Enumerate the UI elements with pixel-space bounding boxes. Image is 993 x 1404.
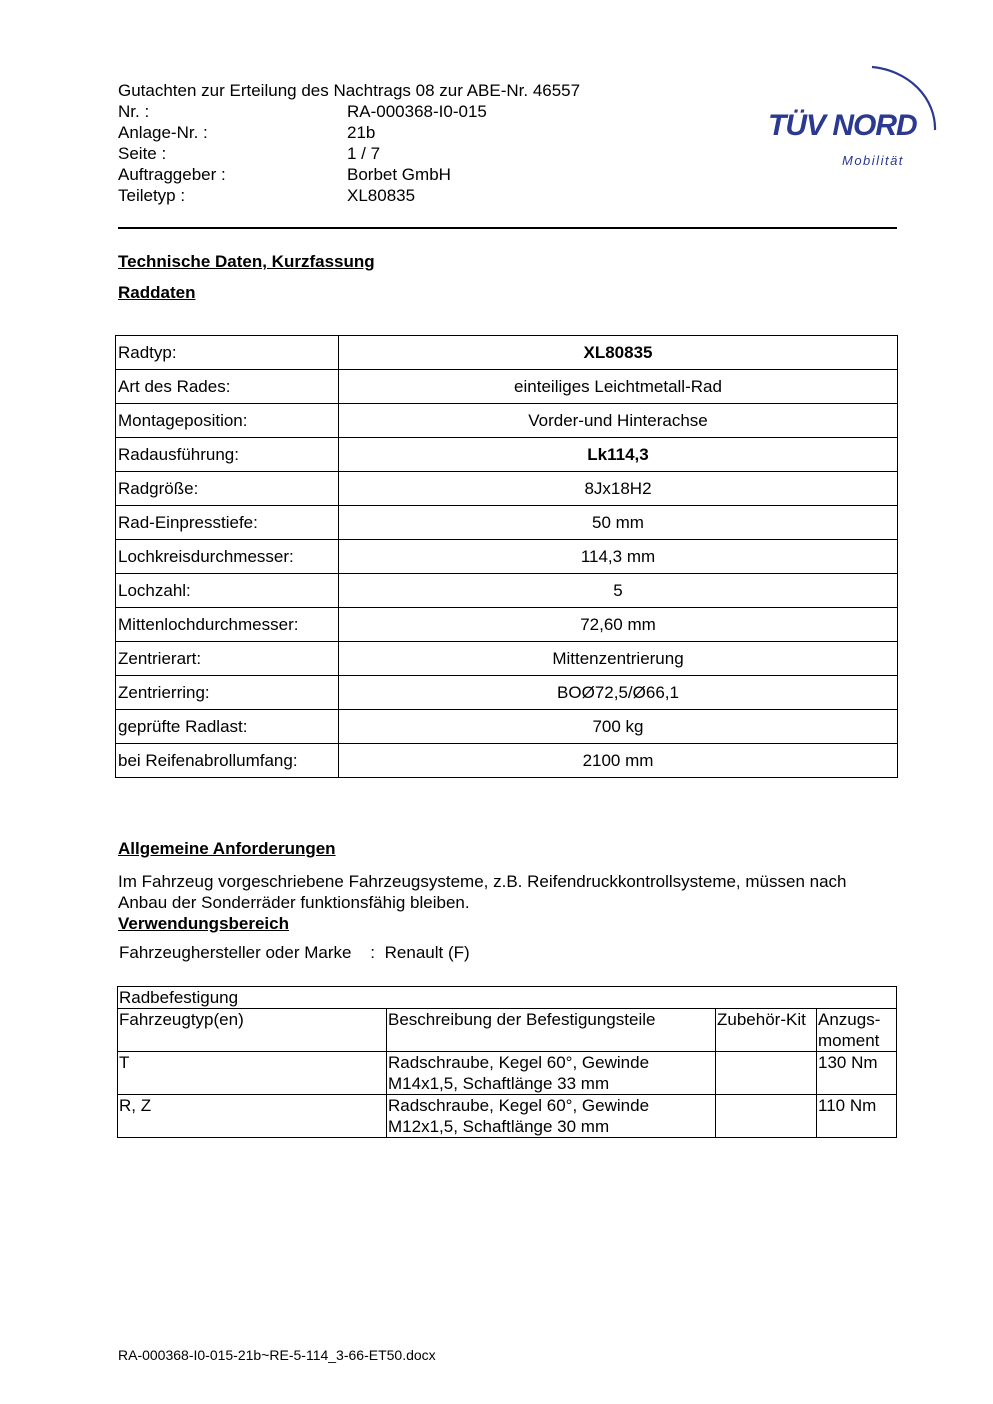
header-divider (118, 227, 897, 229)
table-row (116, 574, 898, 608)
column-header-torque (817, 1009, 897, 1052)
header-value: 21b (347, 123, 376, 142)
vehicle-type-cell: T (118, 1052, 387, 1095)
logo-brand: TÜV NORD (768, 109, 917, 142)
footer-filename: RA-000368-I0-015-21b~RE-5-114_3-66-ET50.docx (118, 1347, 436, 1363)
table-row (116, 336, 898, 370)
torque-header-line1: Anzugs- (818, 1010, 881, 1029)
wheel-value: 5 (339, 574, 898, 608)
table-row (116, 744, 898, 778)
description-cell (387, 1052, 716, 1095)
wheel-value: Lk114,3 (339, 438, 898, 472)
document-title: Gutachten zur Erteilung des Nachtrags 08 zur ABE-Nr. 46557 (118, 81, 581, 100)
header-label: Teiletyp : (118, 186, 186, 205)
wheel-label: Lochkreisdurchmesser: (116, 540, 339, 574)
section-heading-tech: Technische Daten, Kurzfassung (118, 252, 375, 271)
wheel-value: XL80835 (339, 336, 898, 370)
table-row (116, 438, 898, 472)
section-heading-raddaten: Raddaten (118, 283, 196, 302)
wheel-label: geprüfte Radlast: (116, 710, 339, 744)
torque-header-line2: moment (818, 1031, 880, 1050)
fastening-title: Radbefestigung (118, 987, 897, 1009)
wheel-label: Art des Rades: (116, 370, 339, 404)
header-value: Borbet GmbH (347, 165, 451, 184)
maker-label: Fahrzeughersteller oder Marke (119, 943, 352, 962)
tuv-nord-logo (760, 55, 945, 175)
table-row (116, 676, 898, 710)
wheel-label: Lochzahl: (116, 574, 339, 608)
description-line: M12x1,5, Schaftlänge 30 mm (388, 1117, 610, 1136)
kit-cell (716, 1052, 817, 1095)
table-row (116, 506, 898, 540)
table-row (118, 1095, 897, 1138)
header-value: XL80835 (347, 186, 416, 205)
wheel-data-table (115, 335, 898, 778)
table-row (116, 608, 898, 642)
wheel-label: Montageposition: (116, 404, 339, 438)
table-row (116, 404, 898, 438)
wheel-label: Zentrierring: (116, 676, 339, 710)
table-header-row (118, 1009, 897, 1052)
maker-separator: : (370, 943, 375, 962)
table-row (116, 710, 898, 744)
description-cell (387, 1095, 716, 1138)
requirements-paragraph (118, 871, 898, 934)
wheel-value: 2100 mm (339, 744, 898, 778)
description-line: M14x1,5, Schaftlänge 33 mm (388, 1074, 610, 1093)
header-label: Auftraggeber : (118, 165, 226, 184)
header-value: 1 / 7 (347, 144, 381, 163)
wheel-label: Rad-Einpresstiefe: (116, 506, 339, 540)
column-header-type: Fahrzeugtyp(en) (118, 1009, 387, 1052)
logo-subtitle: Mobilität (842, 153, 904, 168)
header-label: Nr. : (118, 102, 150, 121)
column-header-kit: Zubehör-Kit (716, 1009, 817, 1052)
table-row (118, 987, 897, 1009)
wheel-value: 8Jx18H2 (339, 472, 898, 506)
description-line: Radschraube, Kegel 60°, Gewinde (388, 1096, 650, 1115)
vehicle-type-cell: R, Z (118, 1095, 387, 1138)
header-row-teiletyp (118, 185, 416, 206)
table-row (116, 370, 898, 404)
header-label: Anlage-Nr. : (118, 123, 208, 142)
table-row (118, 1052, 897, 1095)
header-row-seite (118, 143, 381, 164)
wheel-label: bei Reifenabrollumfang: (116, 744, 339, 778)
wheel-label: Radtyp: (116, 336, 339, 370)
header-label: Seite : (118, 144, 167, 163)
header-value: RA-000368-I0-015 (347, 102, 487, 121)
wheel-value: 72,60 mm (339, 608, 898, 642)
torque-cell: 130 Nm (817, 1052, 897, 1095)
kit-cell (716, 1095, 817, 1138)
maker-value: Renault (F) (384, 943, 470, 962)
description-line: Radschraube, Kegel 60°, Gewinde (388, 1053, 650, 1072)
wheel-value: 50 mm (339, 506, 898, 540)
torque-cell: 110 Nm (817, 1095, 897, 1138)
fastening-table (117, 986, 897, 1138)
wheel-label: Radausführung: (116, 438, 339, 472)
header-row-anlage (118, 122, 376, 143)
table-row (116, 642, 898, 676)
section-heading-allgemein: Allgemeine Anforderungen (118, 839, 336, 858)
header-row-nr (118, 101, 487, 122)
wheel-label: Zentrierart: (116, 642, 339, 676)
wheel-value: 700 kg (339, 710, 898, 744)
wheel-value: einteiliges Leichtmetall-Rad (339, 370, 898, 404)
column-header-description: Beschreibung der Befestigungsteile (387, 1009, 716, 1052)
section-heading-verwendung: Verwendungsbereich (118, 914, 289, 933)
requirements-text: Im Fahrzeug vorgeschriebene Fahrzeugsysteme, z.B. Reifendruckkontrollsysteme, müssen nach Anbau der Sonderräder funktionsfähig bleiben. (118, 872, 847, 912)
table-row (116, 472, 898, 506)
vehicle-maker-line (119, 943, 470, 963)
wheel-value: 114,3 mm (339, 540, 898, 574)
wheel-value: Vorder-und Hinterachse (339, 404, 898, 438)
wheel-label: Mittenlochdurchmesser: (116, 608, 339, 642)
wheel-value: BOØ72,5/Ø66,1 (339, 676, 898, 710)
wheel-value: Mittenzentrierung (339, 642, 898, 676)
table-row (116, 540, 898, 574)
header-row-auftraggeber (118, 164, 451, 185)
wheel-label: Radgröße: (116, 472, 339, 506)
